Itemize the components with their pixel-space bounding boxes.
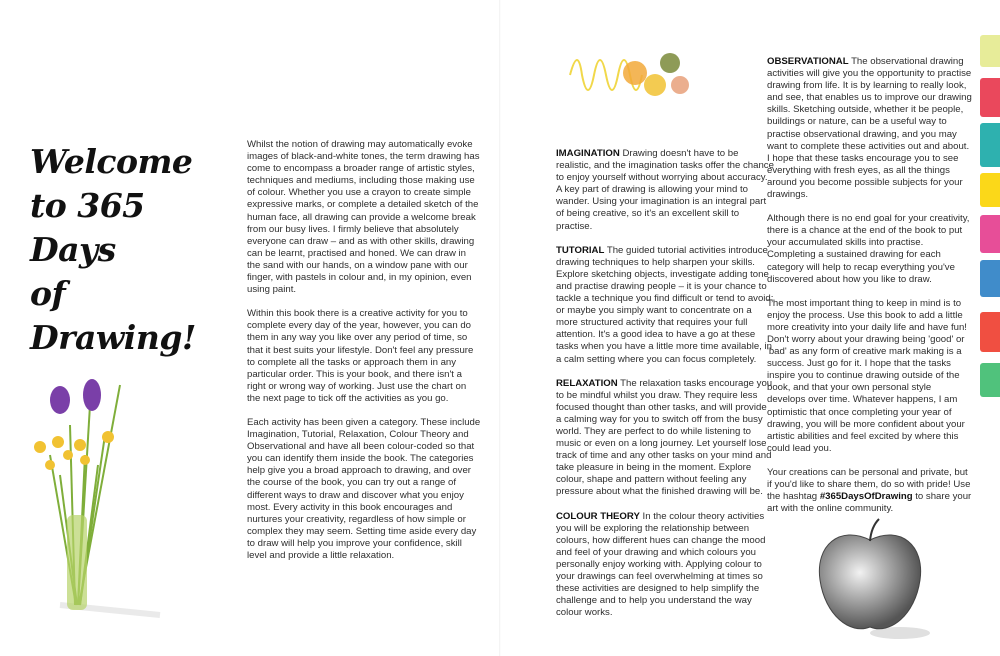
apple-sketch-illustration: [805, 515, 935, 645]
intro-column: [247, 139, 482, 574]
title-line: Welcome: [30, 142, 193, 181]
paragraph: Each activity has been given a category. These include Imagination, Tutorial, Relaxation, Colour Theory and Observational and have all been colour-coded so that you can identify them inside the book. The categories help give you a broad approach to drawing, and over the course of the book, you can try out a range of different ways to draw and discover what you enjoy most. Every activity in this book encourages and nurtures your creativity, regardless of how simple or complex they may seem. Setting time aside every day to draw will help you improve your confidence, skill level and provide a little relaxation.: [247, 416, 481, 561]
closing-text: to share your art with the online community.: [767, 491, 972, 515]
category-text: The observational drawing activities will give you the opportunity to practise drawing from life. It is by learning to really look, and see, that enables us to improve our drawing skills. Sketching outside, whether it be people, buildings or nature, can be a useful way to practise observational drawing, and you may want to complete these activities out and about. I hope that these tasks encourage you to see everything with fresh eyes, as all the things around you become possible subjects for your drawings.: [767, 56, 972, 201]
colour-swatch: [980, 260, 1000, 297]
category-text: The relaxation tasks encourage you to be mindful whilst you draw. They require less focused thought than other tasks, and will provide a calming way for you to switch off from the busy world. They are perfect to do while listening to music or even on a long journey. Let yourself lose track of time and any other tasks on your mind and take pleasure in being in the moment. Explore colour, shape and pattern without feeling any pressure about what the finished drawing will be.: [556, 377, 773, 498]
observational-column: [767, 56, 972, 527]
paragraph: Although there is no end goal for your creativity, there is a chance at the end of the book to put your accumulated skills into practise. Completing a sustained drawing for each category will help to recap everything you've discovered about how you like to draw.: [767, 213, 970, 285]
category-tutorial: [556, 245, 774, 366]
category-observational: [767, 56, 972, 201]
title-line: to 365 Days: [30, 186, 145, 269]
paragraph: The most important thing to keep in mind is to enjoy the process. Use this book to add a little more creativity into your daily life and have fun! Don't worry about your drawing being 'good' or 'bad' as any form of creative mark making is a success. Just go for it. I hope that the tasks inspire you to continue drawing outside of the book, and that your own personal style develops over time. Whatever happens, I am optimistic that once completing your year of drawing, you will be more confident about your artistic abilities and feel excited by where this could lead you.: [767, 297, 967, 454]
title-line: of Drawing!: [30, 274, 196, 357]
category-colour-theory: [556, 511, 774, 620]
closing-paragraph: [767, 467, 972, 515]
category-text: In the colour theory activities you will be exploring the relationship between colours, how different hues can change the mood and feel of your drawing and which colours you personally enjoy working with. Applying colour to your drawings can feel overwhelming at times so these activities are designed to help simplify the challenge and to help you understand the way colour works.: [556, 510, 766, 619]
category-heading: RELAXATION: [556, 377, 618, 389]
paragraph: Whilst the notion of drawing may automatically evoke images of black-and-white tones, the term drawing has come to encompass a broader range of artistic styles, techniques and mediums, including those making use of colour. Whether you use a crayon to create simple expressive marks, or complete a detailed sketch of the human face, all drawing can provide a welcome break from our busy lives. I firmly believe that absolutely everyone can draw – and as with other skills, drawing can be learnt, practised and honed. We can draw in the sand with our hands, on a window pane with our finger, with pastels in colour and, in my opinion, even using paint.: [247, 139, 480, 296]
colour-swatch: [980, 123, 1000, 167]
category-heading: OBSERVATIONAL: [767, 56, 849, 67]
colour-swatch: [980, 215, 1000, 253]
page-title: [30, 140, 230, 360]
page-gutter: [499, 0, 501, 656]
category-imagination: [556, 148, 774, 233]
crayon-scribble-illustration: [560, 35, 700, 115]
closing-text: Your creations can be personal and private, but if you'd like to share them, do so with pride! Use the hashtag: [767, 466, 971, 503]
colour-swatch: [980, 173, 1000, 207]
category-text: Drawing doesn't have to be realistic, and the imagination tasks offer the chance to enjoy yourself without worrying about accuracy. A key part of drawing is allowing your mind to wander. Using your imagination is an integral part of being creative, so it's an excellent skill to practise.: [556, 148, 774, 232]
categories-column: [556, 148, 774, 631]
colour-swatch: [980, 35, 1000, 67]
category-heading: TUTORIAL: [556, 244, 605, 256]
colour-swatch: [980, 312, 1000, 352]
colour-swatch: [980, 78, 1000, 117]
category-heading: COLOUR THEORY: [556, 510, 640, 522]
flowers-vase-illustration: [20, 365, 220, 625]
hashtag: #365DaysOfDrawing: [819, 491, 913, 503]
category-text: The guided tutorial activities introduce drawing techniques to help sharpen your skills. Explore sketching objects, investigate adding tone and practise drawing people – it is your chance to tackle a technique you find difficult or tend to avoid; or maybe you simply want to concentrate on a more structured activity that requires your full attention. It's a good idea to have a go at these tasks when you have a little more time available, in a calm setting where you can focus completely.: [556, 244, 774, 365]
category-heading: IMAGINATION: [556, 148, 620, 159]
colour-swatch: [980, 363, 1000, 397]
category-relaxation: [556, 378, 774, 499]
paragraph: Within this book there is a creative activity for you to complete every day of the year, however, you can do them in any way you like over any period of time, so that it best suits your lifestyle. Don't feel any pressure to complete all the tasks or approach them in any particular order. This is your book, and there isn't a right or wrong way of working. Just use the chart on the next page to tick off the activities as you go.: [247, 308, 474, 404]
